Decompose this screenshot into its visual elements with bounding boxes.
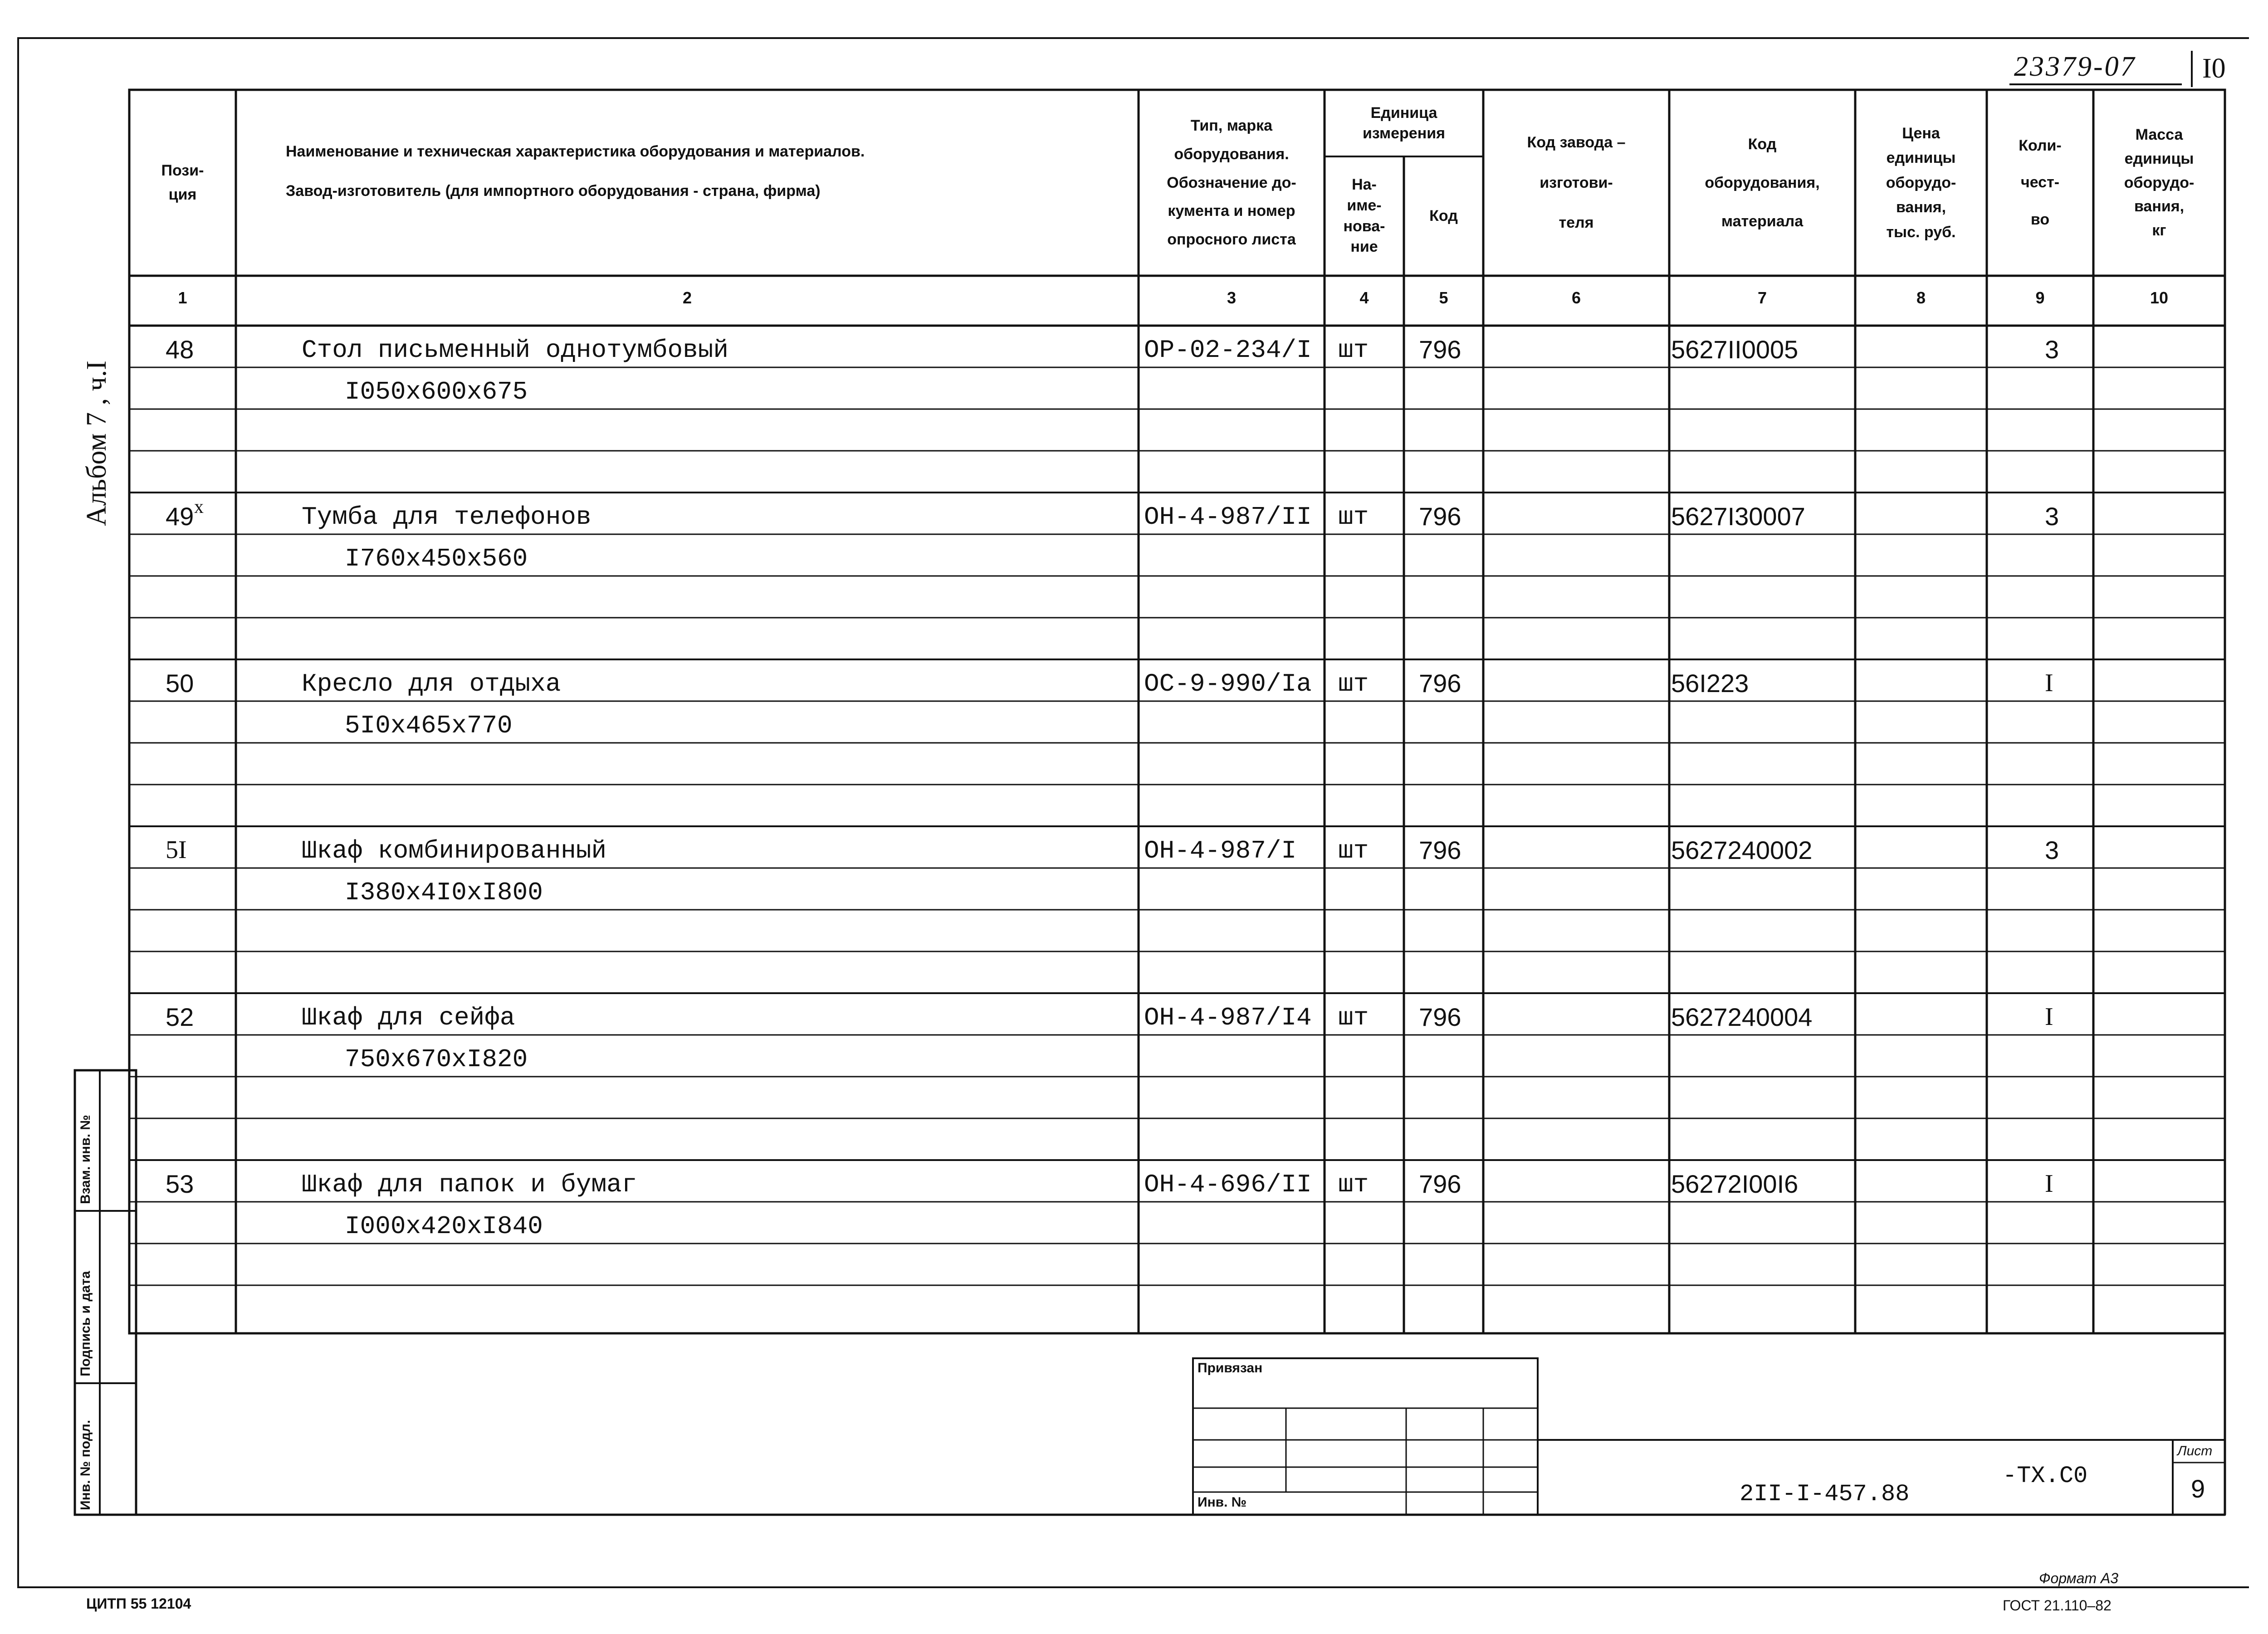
row-quantity: I — [2045, 669, 2053, 697]
stamp-inv-podl: Инв. № подл. — [78, 1419, 93, 1510]
row-unit: шт — [1338, 336, 1369, 365]
row-quantity: I — [2045, 1170, 2053, 1198]
row-type: ОН-4-987/I — [1144, 836, 1297, 865]
column-number: 4 — [1359, 288, 1369, 307]
row-dimensions: I050x600x675 — [345, 377, 528, 406]
header-equipment-code: Код оборудования, материала — [1705, 135, 1820, 230]
row-unit: шт — [1338, 1170, 1369, 1199]
column-number: 6 — [1571, 288, 1581, 307]
row-dimensions: I760x450x560 — [345, 544, 528, 573]
row-name: Шкаф для папок и бумаг — [302, 1170, 637, 1199]
row-position: 49 — [166, 502, 194, 531]
stamp-list-label: Лист — [2177, 1444, 2213, 1458]
row-unit-code: 796 — [1419, 1170, 1461, 1198]
stamp-vzam-inv: Взам. инв. № — [78, 1115, 93, 1204]
row-type: ОС-9-990/Iа — [1144, 669, 1312, 698]
album-side-label: Альбом 7 , ч.I — [81, 361, 112, 526]
row-dimensions: 750x670xI820 — [345, 1045, 528, 1074]
row-position: 52 — [166, 1003, 194, 1031]
column-number: 10 — [2150, 288, 2169, 307]
header-quantity: Коли- чест- во — [2019, 137, 2062, 228]
header-factory-code: Код завода – изготови- теля — [1527, 134, 1626, 232]
row-quantity: 3 — [2045, 836, 2059, 864]
stamp-list-number: 9 — [2191, 1474, 2205, 1503]
row-position: 50 — [166, 669, 194, 697]
stamp-inv-no: Инв. № — [1198, 1495, 1247, 1510]
row-dimensions: I380x4I0xI800 — [345, 878, 543, 907]
row-unit: шт — [1338, 836, 1369, 865]
column-number: 8 — [1916, 288, 1926, 307]
row-position: 5I — [166, 836, 187, 864]
row-unit-code: 796 — [1419, 669, 1461, 697]
header-type: Тип, марка оборудования. Обозначение до- кумента и номер опросного листа — [1167, 117, 1296, 249]
column-number: 7 — [1757, 288, 1767, 307]
row-type: ОН-4-987/I4 — [1144, 1003, 1312, 1032]
row-unit: шт — [1338, 669, 1369, 698]
row-equipment-code: 56272I00I6 — [1671, 1170, 1799, 1198]
stamp-document-suffix: -TX.C0 — [2003, 1463, 2088, 1489]
row-equipment-code: 5627240004 — [1671, 1003, 1813, 1031]
row-unit-code: 796 — [1419, 1003, 1461, 1031]
row-equipment-code: 5627I30007 — [1671, 502, 1805, 531]
row-dimensions: 5I0x465x770 — [345, 711, 513, 740]
column-number: 3 — [1227, 288, 1237, 307]
stamp-privyazan: Привязан — [1198, 1361, 1263, 1375]
header-unit-group: Единица измерения — [1363, 104, 1445, 142]
row-position-mark: x — [194, 497, 204, 517]
row-name: Кресло для отдыха — [302, 669, 561, 698]
row-unit-code: 796 — [1419, 335, 1461, 364]
row-name: Стол письменный однотумбовый — [302, 336, 728, 365]
row-equipment-code: 56I223 — [1671, 669, 1749, 697]
column-number: 2 — [682, 288, 692, 307]
row-name: Тумба для телефонов — [302, 502, 591, 532]
column-number: 5 — [1439, 288, 1448, 307]
row-name: Шкаф комбинированный — [302, 836, 607, 865]
row-name: Шкаф для сейфа — [302, 1003, 515, 1032]
row-unit: шт — [1338, 1003, 1369, 1032]
row-unit-code: 796 — [1419, 836, 1461, 864]
document-number: 23379-07 — [2014, 51, 2136, 82]
row-unit-code: 796 — [1419, 502, 1461, 531]
row-type: ОН-4-987/II — [1144, 502, 1312, 532]
row-quantity: I — [2045, 1003, 2053, 1031]
sheet-corner-number: I0 — [2202, 53, 2226, 84]
row-equipment-code: 5627240002 — [1671, 836, 1813, 864]
row-unit: шт — [1338, 502, 1369, 532]
row-dimensions: I000x420xI840 — [345, 1212, 543, 1241]
row-position: 53 — [166, 1170, 194, 1198]
header-unit-name: На- име- нова- ние — [1343, 176, 1385, 256]
row-position: 48 — [166, 335, 194, 364]
row-type: ОР-02-234/I — [1144, 336, 1312, 365]
header-mass: Масса единицы оборудо- вания, кг — [2124, 126, 2195, 239]
header-position: Пози- ция — [161, 162, 204, 203]
header-name-line2: Завод-изготовитель (для импортного оборудования - страна, фирма) — [286, 182, 821, 200]
stamp-podpis-data: Подпись и дата — [78, 1271, 93, 1376]
stamp-document-code: 2II-I-457.88 — [1740, 1481, 1910, 1507]
row-quantity: 3 — [2045, 335, 2059, 364]
header-name — [236, 90, 1139, 276]
header-name-line1: Наименование и техническая характеристика оборудования и материалов. — [286, 143, 865, 160]
row-type: ОН-4-696/II — [1144, 1170, 1312, 1199]
row-equipment-code: 5627II0005 — [1671, 335, 1799, 364]
row-quantity: 3 — [2045, 502, 2059, 531]
header-unit-code: Код — [1429, 207, 1458, 225]
column-number: 1 — [178, 288, 187, 307]
header-price: Цена единицы оборудо- вания, тыс. руб. — [1886, 125, 1956, 241]
footer-gost: ГОСТ 21.110–82 — [2003, 1597, 2112, 1614]
footer-left-code: ЦИТП 55 12104 — [86, 1595, 191, 1612]
footer-format: Формат А3 — [2039, 1570, 2119, 1586]
column-number: 9 — [2035, 288, 2045, 307]
